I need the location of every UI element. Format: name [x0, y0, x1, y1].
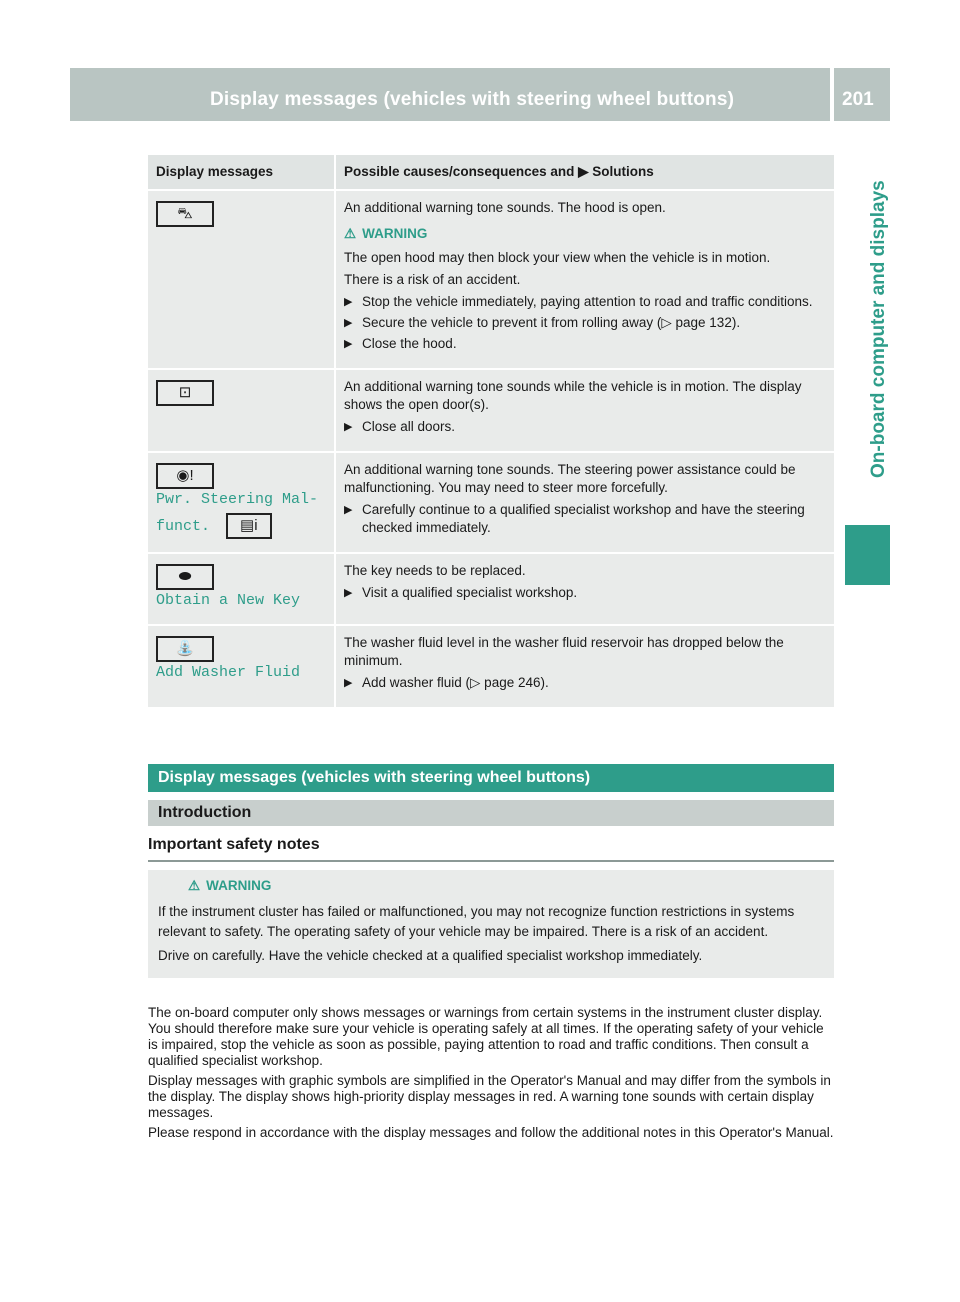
warning-box — [148, 870, 834, 978]
table-row — [148, 452, 834, 553]
display-messages-table — [148, 155, 834, 709]
step-item: ▶ Secure the vehicle to prevent it from rolling away (▷ page 132). — [344, 314, 826, 332]
step-item: ▶ Stop the vehicle immediately, paying attention to road and traffic conditions. — [344, 293, 826, 311]
sub-heading: Important safety notes — [148, 836, 834, 862]
door-open-icon: ⊡ — [156, 380, 214, 406]
key-icon: ⬬ — [156, 564, 214, 590]
paragraph: Display messages with graphic symbols are simplified in the Operator's Manual and may differ from the symbols in the display. The display shows high-priority display messages in red. A warning tone sounds with certain display messages. — [148, 1073, 831, 1120]
display-message-text: Obtain a New Key — [156, 592, 301, 609]
step-item: ▶ Carefully continue to a qualified specialist workshop and have the steering checked immediately. — [344, 501, 826, 537]
warning-text: The open hood may then block your view when the vehicle is in motion. — [344, 250, 771, 265]
display-message-text: Pwr. Steering Mal- — [156, 491, 319, 508]
row-text: An additional warning tone sounds. The steering power assistance could be malfunctioning. You may need to steer more forcefully. — [344, 462, 796, 495]
step-item: ▶ Close the hood. — [344, 335, 826, 353]
row-text: The washer fluid level in the washer fluid reservoir has dropped below the minimum. — [344, 635, 784, 668]
table-row — [148, 553, 834, 625]
header-divider — [830, 68, 834, 121]
table-row — [148, 625, 834, 708]
table-header-row — [148, 155, 834, 190]
step-item: ▶ Add washer fluid (▷ page 246). — [344, 674, 826, 692]
side-tab-marker — [845, 525, 890, 585]
table-row — [148, 190, 834, 369]
display-message-text: funct. — [156, 518, 211, 535]
section-subtitle: Introduction — [148, 800, 834, 826]
warning-triangle-icon: ⚠ — [188, 878, 201, 893]
warning-text: Drive on carefully. Have the vehicle checked at a qualified specialist workshop immediately. — [158, 948, 703, 963]
header-display-messages: Display messages — [148, 155, 335, 190]
row-text: The key needs to be replaced. — [344, 563, 526, 578]
warning-label: WARNING — [206, 878, 272, 893]
body-text — [148, 1005, 834, 1145]
row-text: An additional warning tone sounds. The hood is open. — [344, 200, 666, 215]
paragraph: The on-board computer only shows messages or warnings from certain systems in the instrument cluster display. You should therefore make sure your vehicle is operating safely at all times. If the operating safety of your vehicle is impaired, stop the vehicle as soon as possible, paying attention to road and traffic conditions. Then consult a qualified specialist workshop. — [148, 1005, 824, 1068]
table-row — [148, 369, 834, 452]
manual-book-icon: ▤i — [226, 513, 272, 539]
header-causes-solutions: Possible causes/consequences and ▶ Solutions — [335, 155, 834, 190]
row-text: An additional warning tone sounds while the vehicle is in motion. The display shows the open door(s). — [344, 379, 802, 412]
step-item: ▶ Visit a qualified specialist workshop. — [344, 584, 826, 602]
warning-triangle-icon: ⚠ — [344, 226, 357, 241]
washer-fluid-icon: ⛲ — [156, 636, 214, 662]
side-tab-label: On-board computer and displays — [868, 180, 889, 478]
hood-open-icon: ⛍ — [156, 201, 214, 227]
display-message-text: Add Washer Fluid — [156, 664, 301, 681]
warning-label: WARNING — [362, 226, 428, 241]
warning-text: There is a risk of an accident. — [344, 272, 521, 287]
section-title: Display messages (vehicles with steering wheel buttons) — [148, 764, 834, 792]
paragraph: Please respond in accordance with the display messages and follow the additional notes in this Operator's Manual. — [148, 1125, 834, 1140]
warning-text: If the instrument cluster has failed or malfunctioned, you may not recognize function restrictions in systems relevant to safety. The operating safety of your vehicle may be impaired. There is a risk of an accident. — [158, 904, 795, 939]
page-title: Display messages (vehicles with steering wheel buttons) — [210, 89, 735, 110]
step-item: ▶ Close all doors. — [344, 418, 826, 436]
steering-warning-icon: ◉! — [156, 463, 214, 489]
page-number: 201 — [842, 89, 874, 110]
